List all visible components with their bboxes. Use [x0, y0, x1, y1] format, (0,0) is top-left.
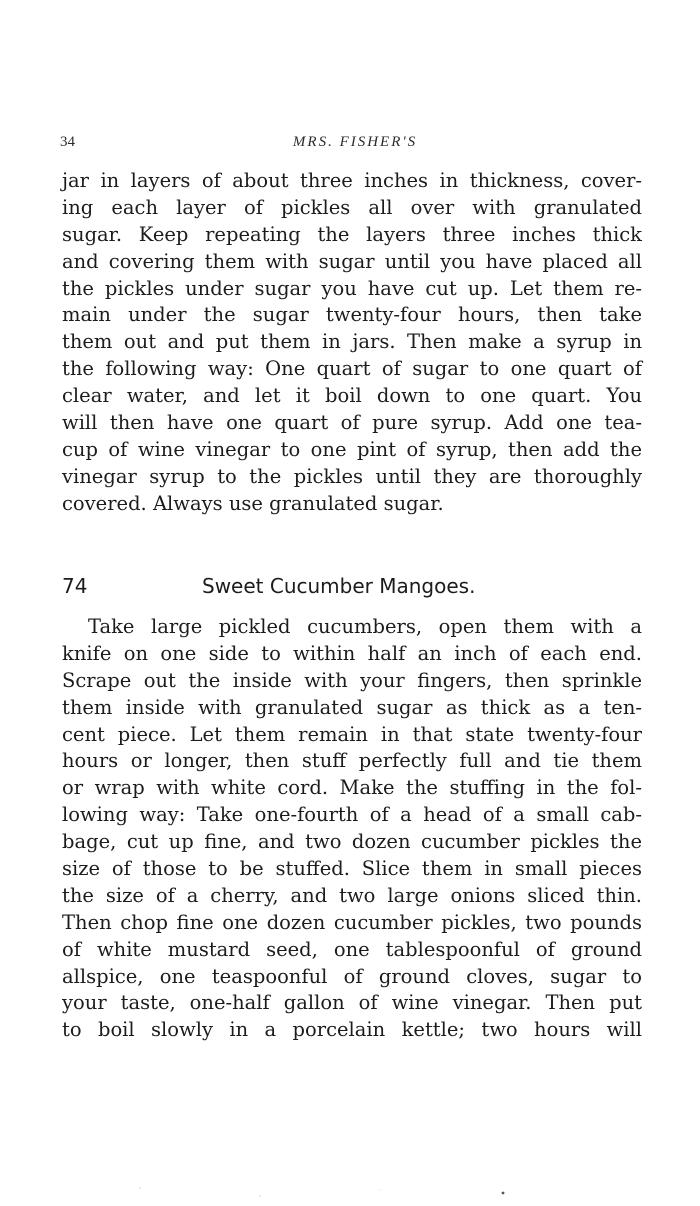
text-line: your taste, one-half gallon of wine vinegar. Then put: [62, 991, 642, 1015]
recipe-heading: [62, 574, 642, 604]
text-line: hours or longer, then stuff perfectly full and tie them: [62, 749, 642, 773]
text-line: them out and put them in jars. Then make a syrup in: [62, 330, 642, 354]
text-line: Scrape out the inside with your fingers, then sprinkle: [62, 668, 642, 692]
text-line: the size of a cherry, and two large onions sliced thin.: [62, 883, 642, 907]
text-line: cent piece. Let them remain in that state twenty-four: [62, 722, 642, 746]
text-line: lowing way: Take one-fourth of a head of a small cab-: [62, 803, 642, 827]
text-line: cup of wine vinegar to one pint of syrup, then add the: [62, 437, 642, 461]
recipe-number: 74: [62, 574, 88, 598]
text-line: or wrap with white cord. Make the stuffing in the fol-: [62, 776, 642, 800]
text-line: vinegar syrup to the pickles until they are thoroughly: [62, 464, 642, 488]
text-line: clear water, and let it boil down to one quart. You: [62, 384, 642, 408]
text-line: main under the sugar twenty-four hours, then take: [62, 303, 642, 327]
text-line: bage, cut up fine, and two dozen cucumber pickles the: [62, 830, 642, 854]
text-line: them inside with granulated sugar as thick as a ten-: [62, 695, 642, 719]
text-line: jar in layers of about three inches in thickness, cover-: [62, 169, 642, 192]
text-line: the following way: One quart of sugar to one quart of: [62, 357, 642, 381]
text-line: covered. Always use granulated sugar.: [62, 491, 444, 515]
text-line: will then have one quart of pure syrup. Add one tea-: [62, 411, 642, 435]
recipe-body: [62, 614, 642, 1044]
text-line: size of those to be stuffed. Slice them in small pieces: [62, 857, 642, 881]
text-line: ing each layer of pickles all over with granulated: [62, 195, 642, 219]
text-line: knife on one side to within half an inch of each end.: [62, 641, 642, 665]
running-head: [60, 134, 650, 156]
page-number: 34: [60, 134, 75, 150]
text-line: Take large pickled cucumbers, open them with a: [88, 615, 642, 638]
text-line: the pickles under sugar you have cut up. Let them re-: [62, 276, 642, 300]
text-line: sugar. Keep repeating the layers three inches thick: [62, 222, 642, 246]
running-title: MRS. FISHER'S: [292, 134, 418, 150]
text-line: allspice, one teaspoonful of ground cloves, sugar to: [62, 964, 642, 988]
text-line: and covering them with sugar until you have placed all: [62, 249, 642, 273]
continued-paragraph: [62, 168, 642, 518]
text-line: Then chop fine one dozen cucumber pickles, two pounds: [62, 910, 642, 934]
text-line: of white mustard seed, one tablespoonful of ground: [62, 937, 642, 961]
recipe-title: Sweet Cucumber Mangoes.: [202, 574, 476, 598]
text-line: to boil slowly in a porcelain kettle; two hours will: [62, 1018, 642, 1042]
